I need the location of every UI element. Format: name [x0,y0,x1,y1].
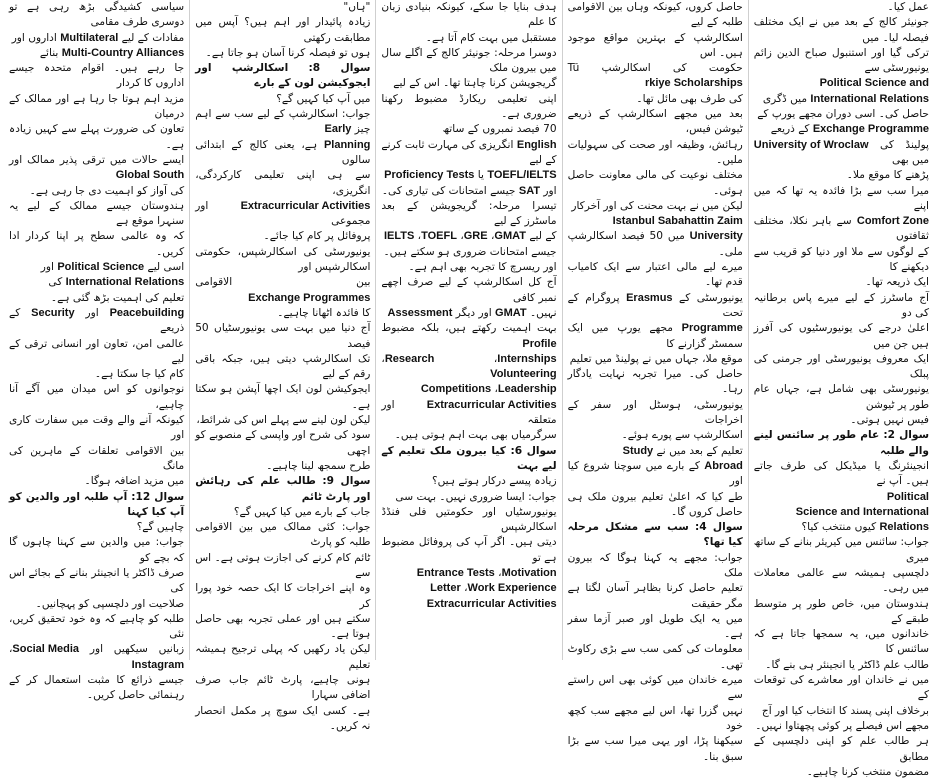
text-line: ترکی گیا اور استنبول صباح الدین زائم یونیورسٹی سے [753,46,929,75]
text-line: گریجویشن کرنا چاہتا تھا۔ اس کے لیے [393,77,557,90]
latin-term: GRE [463,230,488,243]
text-line: اعلیٰ درجے کی یونیورسٹیوں کی آفرز ہیں جن میں [753,322,929,350]
text-line: سوال 12: آپ طلبہ اور والدین کو آپ کیا کہنا [8,490,185,518]
latin-term: Study [622,444,654,457]
latin-term: rkiye Scholarships [644,77,743,90]
text-line: آج دنیا میں بہت سی یونیورسٹیاں 50 فیصد [195,322,371,350]
text-line: پولینڈ کی University of Wroclaw میں بھی [753,138,929,166]
latin-term: Extracurricular Activities [426,597,557,610]
text-line: ہر طالب علم کو اپنی دلچسپی کے مطابق [753,735,929,763]
text-line: بین الاقوامی Exchange Programmes [195,275,370,306]
text-line: بعد میں مجھے اسکالرشپ کے ذریعے ٹیوشن فیس، [567,108,743,136]
text-line: Programme مجھے یورپ میں ایک سمسٹر گزارنے کا [567,322,743,350]
latin-term: GMAT [494,230,526,243]
text-line: عالمی امن، تعاون اور انسانی ترقی کے لیے [8,337,185,365]
text-line: عمل کیا۔ [887,1,929,13]
latin-term: Erasmus [626,291,673,304]
latin-term: Social Media [12,643,80,656]
text-line: زیادہ پائیدار اور اہم ہیں؟ آپس میں مطابقت رکھتی [195,16,371,44]
latin-term: Entrance Tests [416,566,495,579]
text-line: Extracurricular Activities اور متعلقہ [381,398,557,427]
text-line: Relations کیوں منتخب کیا؟ [754,520,929,535]
text-line: وہ اپنے اخراجات کا ایک حصہ خود پورا کر [195,582,371,610]
text-line: جواب: کئی ممالک میں بین الاقوامی طلبہ کو پارٹ [195,521,371,549]
latin-term: Global South [115,169,185,182]
text-line: مزید اہم ہوتا جا رہا ہے اور ممالک کے درمیان [8,92,185,121]
text-line: جواب: اسکالرشپ کے لیے سب سے اہم چیز Early [195,107,370,138]
text-line: یونیورسٹی بھی شامل ہے، جہاں عام طور پر ٹیوشن [753,383,929,411]
text-line [754,76,929,91]
text-line: جواب: میں والدین سے کہنا چاہوں گا کہ بچے کو [8,536,185,564]
latin-term: Research [384,352,435,365]
latin-term: SAT [518,184,541,197]
text-line: حکومت کی اسکالرشپ Türkiye Scholarships [568,61,743,92]
latin-term: Early [324,123,352,136]
text-line: طلبہ کو چاہیے کہ وہ خود تحقیق کریں، نئی [8,612,185,641]
text-line: Leadership، Competitions [381,382,556,397]
text-line: جواب: مجھے یہ کہنا ہوگا کہ بیرون ملک [567,551,743,579]
text-line: میں یہ ایک طویل اور صبر آزما سفر ہے۔ [567,612,743,641]
text-line: دوسرا مرحلہ: جونیئر کالج کے اگلے سال میں بیرون ملک [381,46,557,75]
text-line: "ہاں" [343,1,371,13]
text-line: یونیورسٹی کی اسکالرشپس، حکومتی اسکالرشپس اور [195,245,371,274]
column-5 [4,0,189,702]
text-line: میرے لیے مالی اعتبار سے ایک کامیاب قدم تھا۔ [567,261,743,289]
text-line: نوجوانوں کو اس میدان میں آگے آنا چاہیے، [8,383,185,411]
latin-term: Leadership [497,383,557,396]
text-line: Peacebuilding اور Security کے ذریعے [8,306,185,335]
text-line: University میں 50 فیصد اسکالرشپ ملی۔ [567,230,743,258]
text-line: میرے خاندان میں کوئی بھی اس راستے سے [567,674,743,702]
text-line: دیتی ہیں۔ اگر آپ کی پروفائل مضبوط ہے تو [381,536,557,564]
text-line: سکتے ہیں اور عملی تجربہ بھی حاصل ہوتا ہے۔ [195,612,371,641]
text-line: Internships، Research، Volunteering [381,352,556,383]
text-line: اور SAT جیسے امتحانات کی تیاری کی۔ [381,184,556,199]
text-line: اسی لیے Political Science اور [9,260,184,275]
latin-term: International Relations [810,92,929,105]
text-line: طے کیا کہ اعلیٰ تعلیم بیرون ملک ہی حاصل کروں گا۔ [567,490,743,518]
text-line: میں نے خاندان اور معاشرے کی توقعات کے [753,674,929,702]
latin-term: Extracurricular Activities [240,199,371,212]
text-line: معلومات کی کمی سب سے بڑی رکاوٹ تھی۔ [567,643,743,671]
text-line [381,597,556,612]
text-line: یونیورسٹی کے Erasmus پروگرام کے تحت [567,291,743,319]
text-line: رہائش، وظیفہ اور صحت کی سہولیات ملیں۔ [567,138,743,166]
text-line: Extracurricular Activities اور مجموعی [195,199,371,228]
latin-term: Exchange Programmes [248,291,371,304]
column-1 [748,0,934,778]
column-3 [375,0,561,660]
column-2 [562,0,748,763]
text-line: حاصل کی۔ اسی دوران مجھے یورپ کے [757,108,929,121]
text-line: تعلیم حاصل کرنا بظاہر آسان لگتا ہے مگر حقیقت [567,582,743,610]
text-line: Comfort Zone سے باہر نکلا، مختلف ثقافتوں [753,215,929,243]
latin-term: Relations [879,521,929,534]
text-line: International Relations کی [9,275,184,290]
text-line: بہت اہمیت رکھتے ہیں، بلکہ مضبوط Profile [381,321,556,352]
text-line: ہندوستان میں، خاص طور پر متوسط طبقے کے [753,597,929,625]
text-line: طرح سمجھ لینا چاہیے۔ [266,459,371,472]
text-line: TOEFL/IELTS یا Proficiency Tests [381,168,556,183]
text-line: کی آواز کو اہمیت دی جا رہی ہے۔ [29,184,185,197]
text-line: سود کی شرح اور واپسی کے منصوبے کو اچھی [195,429,371,457]
text-line: 70 فیصد نمبروں کے ساتھ [442,123,557,136]
latin-term: Political Science [57,261,145,274]
text-line: اپنی تعلیمی ریکارڈ مضبوط رکھنا ضروری ہے۔ [381,92,557,121]
text-line: ٹائم کام کرنے کی اجازت ہوتی ہے۔ اس سے [195,551,371,579]
latin-term: Planning [323,138,371,151]
text-line: Exchange Programme کے ذریعے [754,122,929,137]
text-line: جواب: سائنس میں کیریئر بنانے کے ساتھ میری [753,536,929,564]
text-line: حاصل کروں، کیونکہ وہاں بین الاقوامی طلبہ کے لیے [567,1,743,29]
text-line: جونیئر کالج کے بعد میں نے ایک مختلف فیصلہ لیا۔ میں [753,16,929,44]
text-line: ہندوستان جیسے ممالک کے لیے یہ سنہرا موقع ہے [8,199,185,228]
latin-term: Extracurricular Activities [426,398,557,411]
text-line: سے ہی اپنی تعلیمی کارکردگی، انگریزی، [195,169,371,197]
latin-term: TOEFL/IELTS [487,169,557,182]
latin-term: Profile [522,337,557,350]
text-line: Work Experience، Letter [381,581,556,596]
text-line: English انگریزی کی مہارت ثابت کرنے کے لیے [381,138,557,166]
latin-term: University of Wroclaw [753,138,869,151]
text-line: جاب کے بارے میں کیا کہیں گے؟ [233,505,371,518]
text-line: آج کل اسکالرشپ کے لیے صرف اچھے نمبر کافی [381,276,557,304]
latin-term: Comfort Zone [856,215,929,228]
latin-term: Abroad [704,459,743,472]
latin-term: Political Science and [819,77,929,90]
text-line: مضمون منتخب کرنا چاہیے۔ [806,765,929,778]
latin-term: University [689,230,743,243]
text-line: سوال 8: اسکالرشپ اور ایجوکیشن لون کے بارے [195,62,371,90]
text-line: انجینئرنگ یا میڈیکل کی طرف جاتے ہیں۔ آپ نے [753,459,929,488]
latin-term: Letter [430,582,461,595]
text-line: تعاون کی ضرورت پہلے سے کہیں زیادہ ہے۔ [8,123,185,151]
text-line: جیسے ذرائع کا مثبت استعمال کر کے رہنمائی حاصل کریں۔ [8,674,185,702]
text-line: دلچسپی ہمیشہ سے عالمی معاملات میں رہی۔ [753,566,929,595]
text-line: کا فائدہ اٹھانا چاہیے۔ [277,306,371,319]
text-line: Abroad کے بارے میں سوچنا شروع کیا اور [567,459,743,488]
text-line: ایجوکیشن لون ایک اچھا آپشن ہو سکتا ہے۔ [195,383,371,411]
text-line: Multi-Country Alliances بنائے [9,46,184,61]
text-line: کے لیے GMAT، GRE، TOEFL، IELTS [381,229,556,244]
text-line: خاندانوں میں، یہ سمجھا جاتا ہے کہ سائنس کا [753,628,929,656]
text-line: ہوں تو فیصلہ کرنا آسان ہو جاتا ہے۔ [205,46,371,59]
text-line: نہیں گزرا تھا، اس لیے مجھے سب کچھ خود [567,704,743,732]
text-line: صلاحیت اور دلچسپی کو پہچانیں۔ [35,597,185,610]
text-line: زیادہ پیسے درکار ہوتے ہیں؟ [431,475,557,488]
latin-term: Multi-Country Alliances [61,46,185,59]
text-line: نہیں۔ GMAT اور دیگر Assessment [381,306,556,321]
latin-term: TOEFL [421,230,457,243]
latin-term: Istanbul Sabahattin Zaim [612,215,743,228]
text-line: کیونکہ آنے والے وقت میں سفارت کاری اور [8,414,185,442]
latin-term: Instagram [131,658,185,671]
text-line: یونیورسٹیاں اور حکومتیں فلی فنڈڈ اسکالرشپس [381,505,557,534]
text-line: لیکن میں نے بہت محنت کی اور آخرکار [571,199,743,212]
text-line: Motivation، Entrance Tests [381,566,556,581]
text-line: میرا سب سے بڑا فائدہ یہ تھا کہ میں اپنے [753,184,929,212]
text-line: جواب: ایسا ضروری نہیں۔ بہت سی [395,490,557,503]
text-line: پروفائل پر کام کیا جائے۔ [263,230,371,243]
text-line: یونیورسٹی، ہوسٹل اور سفر کے اخراجات [567,398,743,427]
text-line: کام کیا جا سکتا ہے۔ [94,368,185,381]
text-line: ایک معروف یونیورسٹی اور جرمنی کی پبلک [753,352,929,381]
text-line: لیکن یاد رکھیں کہ پہلی ترجیح ہمیشہ تعلیم [195,643,371,671]
text-line: فیس نہیں ہوتی۔ [850,414,929,427]
latin-term: Assessment [387,306,453,319]
latin-term: Multilateral [60,31,119,44]
text-line: آج ماسٹرز کے لیے میرے پاس برطانیہ کی دو [753,291,929,319]
text-line: ایک ذریعہ تھا۔ [865,276,929,289]
text-line: اور ریسرچ کا تجربہ بھی اہم ہے۔ [408,261,557,274]
text-line: بین الاقوامی تعلقات کے ماہرین کی مانگ [8,444,185,472]
latin-term: Security [31,306,75,319]
latin-term: International Relations [65,276,185,289]
text-line: سرگرمیاں بھی بہت اہم ہوتی ہیں۔ [394,429,557,442]
text-line: میں آپ کیا کہیں گے؟ [276,92,371,105]
column-4 [189,0,375,732]
text-line: سیاسی کشیدگی بڑھ رہی ہے تو دوسری طرف مقامی [8,1,185,29]
latin-term: Volunteering [490,368,557,381]
latin-term: Political [886,490,929,503]
text-line: تک اسکالرشپ دیتی ہیں، جبکہ باقی رقم کے لیے [195,352,371,381]
text-line: تعلیم کے بعد میں نے Study [568,444,743,459]
latin-term: Motivation [501,566,557,579]
text-line: چاہیں گے؟ [136,521,185,534]
text-line: زبانیں سیکھیں اور Social Media، Instagram [9,642,184,673]
latin-term: IELTS [383,230,415,243]
text-line: طالب علم ڈاکٹر یا انجینئر ہی بنے گا۔ [765,658,929,671]
latin-term: English [516,138,557,151]
text-line: مختلف نوعیت کی مالی معاونت حاصل ہوئی۔ [567,169,743,197]
text-line: ہونی چاہیے، پارٹ ٹائم جاب صرف اضافی سہارا [195,674,371,702]
text-line: کہ وہ عالمی سطح پر اپنا کردار ادا کریں۔ [8,230,185,258]
text-line: International Relations میں ڈگری [754,92,929,107]
text-line: Planning ہے، یعنی کالج کے ابتدائی سالوں [195,138,371,166]
latin-term: Exchange Programme [812,123,929,136]
text-line: کی طرف بھی مائل تھا۔ [636,92,743,105]
latin-term: Proficiency Tests [384,169,475,182]
text-line [754,505,929,520]
latin-term: Peacebuilding [109,306,185,319]
text-line: برخلاف اپنی پسند کا انتخاب کیا اور آج [761,704,929,717]
text-line: جیسے امتحانات ضروری ہو سکتے ہیں۔ [383,245,557,258]
latin-term: Science and International [795,505,929,518]
text-line: سوال 2: عام طور پر سائنس لینے والے طلبہ [753,429,929,457]
text-line: تیسرا مرحلہ: گریجویشن کے بعد ماسٹرز کے لیے [381,199,557,228]
text-line: تعلیم کی اہمیت بڑھ گئی ہے۔ [50,291,185,304]
text-line: صرف ڈاکٹر یا انجینئر بنانے کے بجائے اس کی [8,566,185,595]
text-line: کے لوگوں سے ملا اور دنیا کو قریب سے دیکھنے کا [753,245,929,274]
latin-term: Work Experience [467,582,557,595]
latin-term: Programme [681,322,743,335]
latin-term: GMAT [495,306,527,319]
text-line: مستقبل میں بہت کام آتا ہے۔ [425,31,557,44]
text-line: سوال 6: کیا بیرون ملک تعلیم کے لیے بہت [381,444,557,472]
text-line [754,490,929,505]
text-line: حاصل کی۔ میرا تجربہ نہایت یادگار رہا۔ [567,368,743,396]
latin-term: Internships [497,352,557,365]
text-line: میں مزید اضافہ ہوگا۔ [84,475,185,488]
text-line: مفادات کے لیے Multilateral اداروں اور [9,31,184,46]
text-line: سوال 4: سب سے مشکل مرحلہ کیا تھا؟ [567,521,743,549]
text-line: لیکن لون لینے سے پہلے اس کی شرائط، [196,414,371,427]
text-line: جا رہے ہیں۔ اقوام متحدہ جیسے اداروں کا کردار [8,62,185,90]
text-line [568,214,743,229]
text-line: پڑھنے کا موقع ملا۔ [846,169,929,182]
text-line: اسکالرشپ کے بہترین مواقع موجود ہیں۔ اس [567,31,743,59]
text-line: مجھے اس فیصلے پر کوئی پچھتاوا نہیں۔ [755,719,929,732]
text-line: موقع ملا، جہاں میں نے پولینڈ میں تعلیم [569,352,743,365]
latin-term: Competitions [420,383,492,396]
text-line: سوال 9: طالب علم کی رہائش اور پارٹ ٹائم [195,475,371,503]
text-line: ایسے حالات میں ترقی پذیر ممالک اور Global South [9,153,184,184]
text-line: ہدف بنایا جا سکے، کیونکہ بنیادی زبان کا علم [381,1,557,29]
text-line: اسکالرشپ سے پورے ہوئے۔ [621,429,743,442]
text-line: سیکھنا پڑا، اور یہی میرا سب سے بڑا سبق بنا۔ [567,735,743,763]
text-line: ہے۔ کسی ایک سوچ پر مکمل انحصار نہ کریں۔ [195,704,371,732]
